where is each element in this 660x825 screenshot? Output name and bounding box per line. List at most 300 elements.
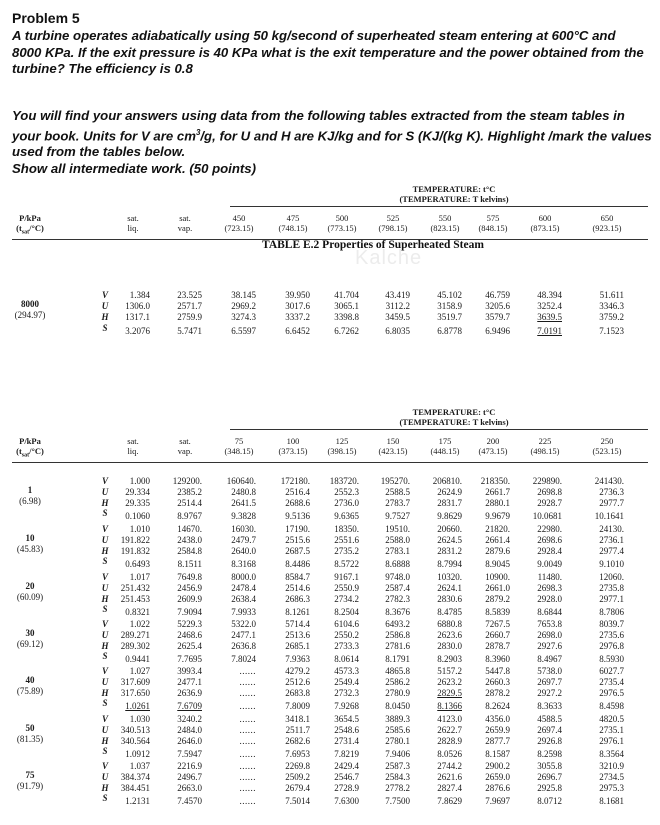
table-cell: 2552.3	[334, 486, 359, 497]
table-cell: 2687.5	[285, 545, 310, 556]
table-cell: 229890.	[532, 476, 562, 486]
table-cell: 6.9496	[485, 326, 510, 336]
property-label-h: H	[101, 782, 109, 793]
table-cell: ......	[239, 676, 256, 687]
table-cell: 2781.6	[385, 640, 410, 651]
temperature-kelvin-150: (423.15)	[378, 446, 408, 456]
problem-title: Problem 5	[12, 10, 80, 26]
table-cell: 8.0526	[437, 749, 462, 760]
pressure-header-tsat: (t	[16, 446, 22, 456]
table-cell: 160640.	[226, 476, 256, 486]
table-cell: 5157.2	[437, 666, 462, 676]
table-cell: 2479.7	[231, 534, 256, 545]
table-cell: 7.6953	[285, 749, 310, 760]
property-label-s: S	[102, 556, 108, 567]
table-cell: 45.102	[437, 290, 462, 300]
table-cell: 8.3676	[385, 607, 410, 618]
table-cell: 8.4486	[285, 559, 310, 570]
sat-liq-value: 1.022	[129, 619, 150, 629]
table-cell: 3337.2	[285, 312, 310, 322]
statement-segment: 600°C	[551, 28, 589, 43]
table-cell: 8.0450	[385, 701, 410, 712]
table-cell: 3418.1	[285, 714, 310, 724]
table-cell: 3398.8	[334, 312, 359, 322]
property-label-v: V	[101, 476, 109, 486]
table-cell: ......	[239, 724, 256, 735]
table-cell: 7.9268	[334, 701, 359, 712]
table-cell: 183720.	[329, 476, 359, 486]
table-cell: 4820.5	[599, 714, 624, 724]
table-cell: 9167.1	[334, 572, 359, 582]
table-cell: 2516.4	[285, 486, 310, 497]
sat-liq-value: 0.6493	[125, 559, 150, 570]
table-cell: 10.0681	[532, 511, 562, 522]
table-cell: 2783.7	[385, 497, 410, 508]
sat-liq-value: 317.609	[120, 676, 150, 687]
table-cell: 8.2598	[537, 749, 562, 760]
table-cell: 2586.2	[385, 676, 410, 687]
sat-vap-value: 3993.4	[177, 666, 202, 676]
table-cell: 8.9045	[485, 559, 510, 570]
table-cell: 7.8219	[334, 749, 359, 760]
table-cell: 20660.	[437, 524, 462, 534]
sat-liq-value: 317.650	[120, 687, 150, 698]
table-cell: 2661.0	[485, 582, 510, 593]
sat-liq-value: 0.1060	[125, 511, 150, 522]
sat-liq-value: 191.832	[120, 545, 150, 556]
table-cell: 2586.8	[385, 629, 410, 640]
property-label-s: S	[102, 323, 108, 333]
table-cell: 2636.8	[231, 640, 256, 651]
table-cell: 2550.2	[334, 629, 359, 640]
table-cell: 3346.3	[599, 301, 624, 311]
pressure-header-tsat: (t	[16, 223, 22, 233]
table-cell: 2735.2	[334, 545, 359, 556]
table-cell: 5714.4	[285, 619, 310, 629]
table-cell: 2682.6	[285, 735, 310, 746]
sat-liq-value: 29.335	[125, 497, 150, 508]
property-label-h: H	[101, 312, 109, 322]
property-label-u: U	[101, 301, 109, 311]
statement-segment: A turbine operates adiabatically using	[12, 28, 254, 43]
statement-segment: . If the exit pressure is	[70, 44, 214, 60]
table-cell: 4588.5	[537, 714, 562, 724]
temperature-header: TEMPERATURE: t°C	[412, 184, 496, 194]
table-cell: ......	[239, 796, 256, 807]
pressure-value: 50	[25, 722, 35, 733]
table-cell: 2733.3	[334, 640, 359, 651]
property-label-u: U	[101, 771, 109, 782]
table-cell: 8.7994	[437, 559, 462, 570]
table-cell: 2269.8	[285, 761, 310, 771]
table-cell: 8.7806	[599, 607, 624, 618]
table-cell: 38.145	[231, 290, 256, 300]
table-cell: 3759.2	[599, 312, 624, 322]
pressure-header-label: P/kPa	[19, 213, 41, 223]
table-cell: 218350.	[480, 476, 510, 486]
table-cell: 9.8629	[437, 511, 462, 522]
pressure-header-sub: sat	[21, 452, 30, 459]
table-cell: 3065.1	[334, 301, 359, 311]
property-label-u: U	[101, 534, 109, 545]
table-cell: 43.419	[385, 290, 410, 300]
table-cell: 2927.6	[537, 640, 562, 651]
table-cell: 2926.8	[537, 735, 562, 746]
table-cell: 2429.4	[334, 761, 359, 771]
property-label-u: U	[101, 724, 109, 735]
table-cell: 24130.	[599, 524, 624, 534]
table-cell: 8.5839	[485, 607, 510, 618]
table-cell: 2683.8	[285, 687, 310, 698]
table-cell: 206810.	[432, 476, 462, 486]
table-cell: 2660.3	[485, 676, 510, 687]
table-cell: 10900.	[485, 572, 510, 582]
temperature-kelvin-450: (723.15)	[224, 223, 254, 233]
table-cell: 8.1261	[285, 607, 310, 618]
table-cell: 2879.2	[485, 593, 510, 604]
temperature-column-125: 125	[335, 436, 349, 446]
table-cell: 8.3168	[231, 559, 256, 570]
table-cell: 8584.7	[285, 572, 310, 582]
table-cell: 6880.8	[437, 619, 462, 629]
sat-vap-value: 5.7471	[177, 326, 202, 336]
temperature-column-500: 500	[335, 213, 349, 223]
table-cell: 8.0614	[334, 654, 359, 665]
table-cell: 7.0191	[537, 326, 562, 336]
temperature-header-kelvin: (TEMPERATURE: T kelvins)	[399, 194, 509, 204]
saturation-temperature: (60.09)	[16, 591, 44, 602]
table-cell: 2697.4	[537, 724, 562, 735]
table-cell: 10.1641	[594, 511, 624, 522]
property-label-h: H	[101, 640, 109, 651]
temperature-column-150: 150	[386, 436, 400, 446]
sat-liq-value: 1.037	[129, 761, 150, 771]
table-cell: 3579.7	[485, 312, 510, 322]
table-cell: 10320.	[437, 572, 462, 582]
table-cell: 2514.6	[285, 582, 310, 593]
pressure-value: 8000	[21, 299, 39, 309]
temperature-column-600: 600	[538, 213, 552, 223]
sat-liq-value: 340.513	[120, 724, 150, 735]
temperature-column-475: 475	[286, 213, 300, 223]
temperature-column-450: 450	[232, 213, 246, 223]
sat-liq-value: 289.271	[120, 629, 150, 640]
table-cell: ......	[239, 735, 256, 746]
sat-vap-value: 2759.9	[177, 312, 202, 322]
table-cell: 3889.3	[385, 714, 410, 724]
table-cell: 2587.4	[385, 582, 410, 593]
table-cell: 2679.4	[285, 782, 310, 793]
table-cell: 2731.4	[334, 735, 359, 746]
table-cell: 2551.6	[334, 534, 359, 545]
table-cell: 2927.2	[537, 687, 562, 698]
table-cell: 3205.6	[485, 301, 510, 311]
table-cell: 2735.4	[599, 676, 624, 687]
table-cell: 3639.5	[537, 312, 562, 322]
temperature-kelvin-500: (773.15)	[327, 223, 357, 233]
table-cell: 2659.9	[485, 724, 510, 735]
table-cell: 2688.6	[285, 497, 310, 508]
table-cell: 7.9406	[385, 749, 410, 760]
table-cell: 5447.8	[485, 666, 510, 676]
sat-vap-value: 2438.0	[177, 534, 202, 545]
temperature-header-kelvin: (TEMPERATURE: T kelvins)	[399, 417, 509, 427]
table-cell: 3112.2	[385, 301, 410, 311]
table-cell: 46.759	[485, 290, 510, 300]
sat-liq-value: 384.374	[120, 771, 150, 782]
table-cell: 16030.	[231, 524, 256, 534]
table-cell: 2696.7	[537, 771, 562, 782]
property-label-u: U	[101, 582, 109, 593]
table-cell: 3252.4	[537, 301, 562, 311]
table-cell: 2976.5	[599, 687, 624, 698]
table-cell: 2732.3	[334, 687, 359, 698]
table-cell: 8.4967	[537, 654, 562, 665]
temperature-kelvin-250: (523.15)	[592, 446, 622, 456]
sat-vap-value: 2636.9	[177, 687, 202, 698]
table-cell: 2661.7	[485, 486, 510, 497]
temperature-kelvin-75: (348.15)	[224, 446, 254, 456]
table-cell: 2548.6	[334, 724, 359, 735]
table-cell: 51.611	[599, 290, 624, 300]
property-label-s: S	[102, 698, 108, 709]
table-cell: 2829.5	[437, 687, 462, 698]
table-cell: 8.3633	[537, 701, 562, 712]
table-cell: 8039.7	[599, 619, 624, 629]
table-cell: 2478.4	[231, 582, 256, 593]
sat-vap-value: 7.5947	[177, 749, 202, 760]
table-cell: 7.8024	[231, 654, 256, 665]
table-cell: 6.5597	[231, 326, 256, 336]
table-cell: 3274.3	[231, 312, 256, 322]
temperature-column-100: 100	[286, 436, 300, 446]
temperature-kelvin-550: (823.15)	[430, 223, 460, 233]
saturation-temperature: (69.12)	[16, 638, 44, 649]
sat-vap-value: 129200.	[172, 476, 202, 486]
sat-vap-value: 2646.0	[177, 735, 202, 746]
table-cell: 195270.	[380, 476, 410, 486]
table-cell: 2736.0	[334, 497, 359, 508]
sat-vap-value: 8.1511	[177, 559, 202, 570]
table-cell: 9.1010	[599, 559, 624, 570]
sat-liq-value: 0.8321	[125, 607, 150, 618]
table-cell: 2546.7	[334, 771, 359, 782]
pressure-value: 40	[25, 674, 35, 685]
instructions-line-1: You will find your answers using data from the following tables extracted from the steam tables in your book. Units for V are cm	[12, 108, 625, 143]
statement-segment: 8000 KPa	[12, 44, 71, 60]
table-cell: 4279.2	[285, 666, 310, 676]
sat-liq-value: 1.000	[129, 476, 150, 486]
sat-vap-value: 2496.7	[177, 771, 202, 782]
table-cell: 8.1791	[385, 654, 410, 665]
property-label-u: U	[101, 486, 109, 497]
table-cell: 2588.5	[385, 486, 410, 497]
sat-vap-value: 2609.9	[177, 593, 202, 604]
table-cell: 9.9679	[485, 511, 510, 522]
statement-segment: 40 KPa	[213, 44, 258, 60]
statement-segment: 50 kg/second	[253, 28, 337, 43]
pressure-value: 20	[25, 580, 35, 591]
saturation-temperature: (81.35)	[16, 733, 44, 744]
table-cell: 7267.5	[485, 619, 510, 629]
temperature-column-75: 75	[234, 436, 244, 446]
sat-liq-value: 1.030	[129, 714, 150, 724]
table-cell: 241430.	[594, 476, 624, 486]
pressure-value: 1	[27, 484, 33, 495]
table-cell: ......	[239, 782, 256, 793]
sat-vap-value: 23.525	[177, 290, 202, 300]
sat-vap-value: 2468.6	[177, 629, 202, 640]
temperature-column-225: 225	[538, 436, 552, 446]
temperature-kelvin-175: (448.15)	[430, 446, 460, 456]
table-cell: 2698.6	[537, 534, 562, 545]
table-cell: 2638.4	[231, 593, 256, 604]
property-label-v: V	[101, 290, 109, 300]
table-cell: 2659.0	[485, 771, 510, 782]
sat-liq-header: sat.	[127, 436, 139, 446]
table-cell: 2976.1	[599, 735, 624, 746]
temperature-column-200: 200	[486, 436, 500, 446]
table-cell: 2623.2	[437, 676, 462, 687]
table-cell: 6104.6	[334, 619, 359, 629]
temperature-header-rule	[230, 429, 648, 430]
table-cell: 8.2624	[485, 701, 510, 712]
sat-liq-value: 340.564	[120, 735, 150, 746]
property-label-v: V	[101, 572, 109, 582]
table-cell: 6.6452	[285, 326, 310, 336]
table-cell: 4865.8	[385, 666, 410, 676]
table-cell: 2876.6	[485, 782, 510, 793]
table-cell: 2624.5	[437, 534, 462, 545]
table-cell: 2976.8	[599, 640, 624, 651]
sat-liq-header: sat.	[127, 213, 139, 223]
table-cell: 6.7262	[334, 326, 359, 336]
temperature-kelvin-200: (473.15)	[478, 446, 508, 456]
table-cell: 2640.0	[231, 545, 256, 556]
table-cell: 3654.5	[334, 714, 359, 724]
sat-vap-value: 7.7695	[177, 654, 202, 665]
sat-vap-value: 2456.9	[177, 582, 202, 593]
sat-vap-value: 2514.4	[177, 497, 202, 508]
temperature-kelvin-600: (873.15)	[530, 223, 560, 233]
table-cell: 8.4785	[437, 607, 462, 618]
table-cell: 3519.7	[437, 312, 462, 322]
sat-liq-value: 251.432	[120, 582, 150, 593]
table-cell: 2928.4	[537, 545, 562, 556]
sat-vap-header: sat.	[179, 213, 191, 223]
table-cell: 6493.2	[385, 619, 410, 629]
table-cell: 2975.3	[599, 782, 624, 793]
table-cell: 2697.7	[537, 676, 562, 687]
saturation-temperature: (75.89)	[16, 685, 44, 696]
sat-liq-value: 1.010	[129, 524, 150, 534]
temperature-kelvin-575: (848.15)	[478, 223, 508, 233]
table-cell: 2735.8	[599, 582, 624, 593]
table-cell: 2928.7	[537, 497, 562, 508]
table-cell: 8.6844	[537, 607, 562, 618]
table-cell: 2660.7	[485, 629, 510, 640]
sat-liq-header: liq.	[127, 446, 139, 456]
table-cell: ......	[239, 749, 256, 760]
table-cell: 9.0049	[537, 559, 562, 570]
table-cell: ......	[239, 687, 256, 698]
table-cell: 2744.2	[437, 761, 462, 771]
table-cell: 3158.9	[437, 301, 462, 311]
header-rule	[12, 462, 648, 463]
table-cell: 8.1681	[599, 796, 624, 807]
sat-vap-value: 7.4570	[177, 796, 202, 807]
sat-vap-value: 3240.2	[177, 714, 202, 724]
table-cell: 7.9697	[485, 796, 510, 807]
table-cell: ......	[239, 701, 256, 712]
sat-vap-value: 2663.0	[177, 782, 202, 793]
temperature-kelvin-525: (798.15)	[378, 223, 408, 233]
table-cell: 11480.	[537, 572, 562, 582]
table-cell: 2735.6	[599, 629, 624, 640]
table-cell: 2585.6	[385, 724, 410, 735]
table-cell: 2969.2	[231, 301, 256, 311]
table-cell: 8.3564	[599, 749, 624, 760]
table-cell: 4573.3	[334, 666, 359, 676]
table-cell: ......	[239, 666, 256, 676]
pressure-header-label: P/kPa	[19, 436, 41, 446]
table-cell: 18350.	[334, 524, 359, 534]
sat-liq-value: 1317.1	[125, 312, 150, 322]
property-label-v: V	[101, 761, 109, 771]
table-cell: 2588.0	[385, 534, 410, 545]
table-cell: 9.3828	[231, 511, 256, 522]
sat-vap-value: 2477.1	[177, 676, 202, 687]
property-label-u: U	[101, 676, 109, 687]
statement-segment: 0.8	[174, 61, 193, 76]
table-cell: 7.8009	[285, 701, 310, 712]
table-cell: 2736.3	[599, 486, 624, 497]
property-label-h: H	[101, 545, 109, 556]
property-label-v: V	[101, 666, 109, 676]
table-cell: 2736.1	[599, 534, 624, 545]
table-cell: 6.8778	[437, 326, 462, 336]
table-cell: 7.8629	[437, 796, 462, 807]
temperature-column-250: 250	[600, 436, 614, 446]
sat-vap-value: 2584.8	[177, 545, 202, 556]
statement-segment: what is the exit temperature and the power obtained from the turbine? The efficiency is	[12, 44, 644, 76]
table-cell: 2734.5	[599, 771, 624, 782]
table-cell: 3055.8	[537, 761, 562, 771]
table-cell: 2830.0	[437, 640, 462, 651]
temperature-column-175: 175	[438, 436, 452, 446]
sat-vap-value: 2571.7	[177, 301, 202, 311]
temperature-kelvin-475: (748.15)	[278, 223, 308, 233]
sat-vap-header: vap.	[177, 223, 193, 233]
saturation-temperature: (91.79)	[16, 780, 44, 791]
temperature-column-650: 650	[600, 213, 614, 223]
table-cell: 2584.3	[385, 771, 410, 782]
table-cell: 3017.6	[285, 301, 310, 311]
table-cell: 2878.2	[485, 687, 510, 698]
temperature-kelvin-650: (923.15)	[592, 223, 622, 233]
table-cell: 2831.7	[437, 497, 462, 508]
table-cell: 8000.0	[231, 572, 256, 582]
temperature-header: TEMPERATURE: t°C	[412, 407, 496, 417]
saturation-temperature: (45.83)	[16, 543, 44, 554]
property-label-v: V	[101, 714, 109, 724]
table-cell: 2977.7	[599, 497, 624, 508]
property-label-s: S	[102, 508, 108, 519]
sat-vap-value: 5229.3	[177, 619, 202, 629]
table-cell: 2780.9	[385, 687, 410, 698]
table-cell: 4123.0	[437, 714, 462, 724]
table-cell: 7.6300	[334, 796, 359, 807]
